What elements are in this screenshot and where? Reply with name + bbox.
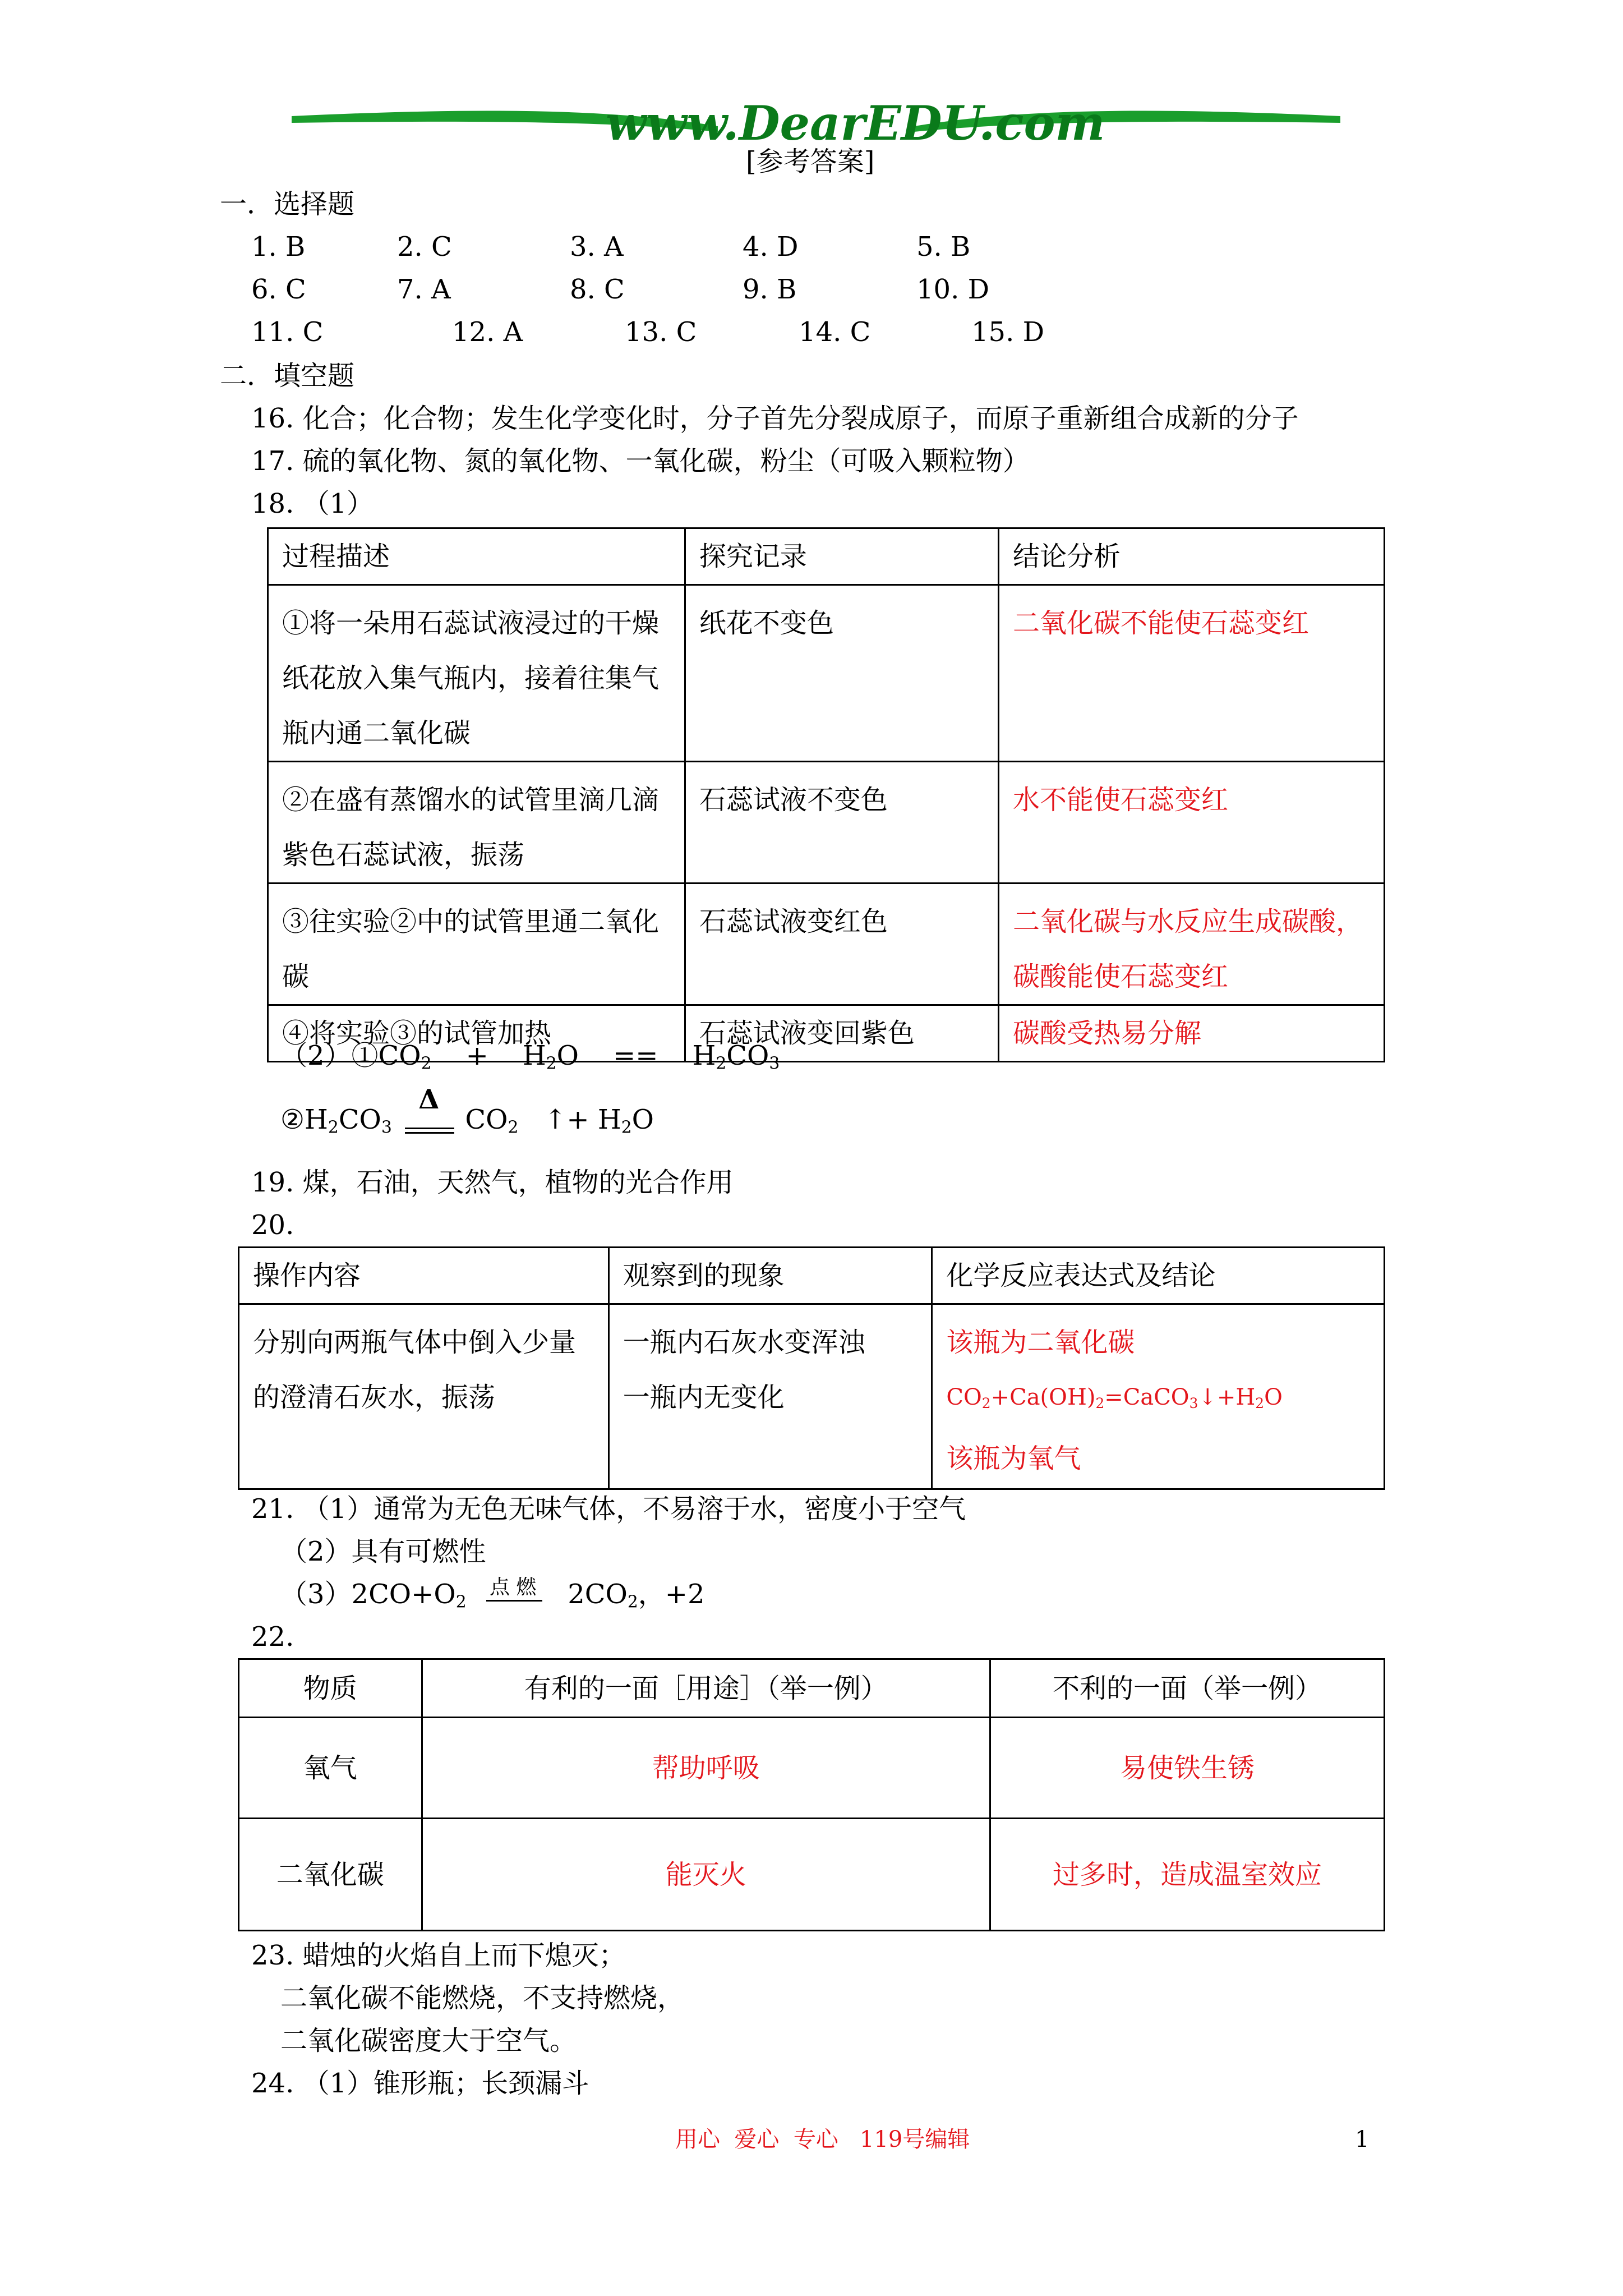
answer-item: 1. B [251,231,306,263]
table-cell: ①将一朵用石蕊试液浸过的干燥纸花放入集气瓶内，接着往集气瓶内通二氧化碳 [268,585,685,762]
answer-22-label: 22. [251,1621,294,1653]
formula-co2: $CO_2$ [465,1104,519,1138]
gas-arrow: ↑ [544,1104,567,1135]
table-header-cell: 过程描述 [268,528,685,585]
answer-item: 9. B [743,274,797,305]
table-cell: 石蕊试液变回紫色 [685,1005,998,1062]
page-title: [参考答案] [746,146,875,177]
answer-item: 10. D [916,274,990,305]
table-cell: 氧气 [239,1718,422,1819]
table-cell: ③往实验②中的试管里通二氧化碳 [268,884,685,1005]
table-header-cell: 探究记录 [685,528,998,585]
plus-water: + $H_2O$ [566,1104,654,1138]
formula-co2: $CO_2$ [378,1040,432,1074]
answer-item: 8. C [570,274,625,305]
ignite-label: 点 燃 [489,1576,537,1599]
observation-line: 一瓶内无变化 [623,1382,785,1413]
footer-text: 用心 爱心 专心 119号编辑 [675,2127,970,2152]
equation-label: （2）① [280,1040,379,1071]
table-cell: 过多时，造成温室效应 [990,1819,1385,1931]
table-cell: 石蕊试液不变色 [685,762,998,884]
table-header-row [268,528,1385,585]
conclusion-line: 该瓶为氧气 [946,1443,1081,1475]
answer-23-1: 23. 蜡烛的火焰自上而下熄灭； [251,1940,626,1971]
equation-18-1 [280,1039,780,1080]
answer-18-label: 18. （1） [251,488,374,519]
answer-item: 6. C [251,274,306,305]
site-logo: www.DearEDU.com [606,95,1105,151]
answer-item: 11. C [251,316,324,348]
formula-h2co3: $H_2CO_3$ [305,1104,392,1138]
table-cell: 二氧化碳与水反应生成碳酸，碳酸能使石蕊变红 [999,884,1385,1005]
heat-arrow [400,1084,457,1137]
table-header-cell: 结论分析 [999,528,1385,585]
table-cell: 二氧化碳 [239,1819,422,1931]
table-row [268,762,1385,884]
answer-item: 14. C [799,316,871,348]
answer-23-2: 二氧化碳不能燃烧，不支持燃烧， [280,1982,685,2014]
observation-line: 一瓶内石灰水变浑浊 [623,1327,865,1358]
table-cell: 纸花不变色 [685,585,998,762]
table-row [268,884,1385,1005]
answer-17: 17. 硫的氧化物、氮的氧化物、一氧化碳，粉尘（可吸入颗粒物） [251,445,1030,477]
formula-h2co3: $H_2CO_3$ [692,1040,780,1074]
page-number: 1 [1355,2127,1370,2152]
table-cell: 帮助呼吸 [422,1718,990,1819]
table-header-cell: 不利的一面（举一例） [990,1659,1385,1718]
answer-item: 5. B [916,231,971,263]
answer-item: 4. D [743,231,799,263]
answer-item: 3. A [570,231,624,263]
table-row [268,585,1385,762]
equals-sign: == [613,1040,658,1071]
conclusion-equation: $CO_2+Ca(OH)_2=CaCO_3↓+H_2O$ [946,1384,1283,1412]
experiment-table-18 [267,527,1385,1062]
section-heading-fill: 二．填空题 [220,360,355,392]
table-cell: ④将实验③的试管加热 [268,1005,685,1062]
answer-16: 16. 化合；化合物；发生化学变化时，分子首先分裂成原子，而原子重新组合成新的分子 [251,403,1299,434]
answer-21-1: 21. （1）通常为无色无味气体，不易溶于水，密度小于空气 [251,1493,966,1525]
table-cell: ②在盛有蒸馏水的试管里滴几滴紫色石蕊试液，振荡 [268,762,685,884]
plus-sign: + [465,1040,488,1071]
table-row [239,1304,1385,1489]
ignite-condition [475,1577,559,1611]
experiment-table-20 [238,1246,1385,1490]
table-cell: 碳酸受热易分解 [999,1005,1385,1062]
table-cell [932,1304,1385,1489]
table-header-cell: 操作内容 [239,1248,609,1304]
table-header-cell: 物质 [239,1659,422,1718]
table-cell: 易使铁生锈 [990,1718,1385,1819]
table-header-row [239,1248,1385,1304]
equation-label: ② [280,1104,305,1135]
answer-24: 24. （1）锥形瓶；长颈漏斗 [251,2068,589,2099]
answer-23-3: 二氧化碳密度大于空气。 [280,2025,577,2056]
table-cell: 石蕊试液变红色 [685,884,998,1005]
table-header-cell: 观察到的现象 [608,1248,932,1304]
answer-21-3: $(3)2CO+O_2$ 点 燃 $2CO_2$，+2 [280,1577,705,1619]
answer-19: 19. 煤，石油，天然气，植物的光合作用 [251,1167,734,1198]
answer-21-2: （2）具有可燃性 [280,1536,486,1567]
table-row [239,1819,1385,1931]
table-cell: 水不能使石蕊变红 [999,762,1385,884]
table-header-cell: 化学反应表达式及结论 [932,1248,1385,1304]
conclusion-line: 该瓶为二氧化碳 [946,1327,1135,1358]
section-heading-choice: 一．选择题 [220,188,355,220]
equation-18-2 [280,1084,654,1144]
table-cell [608,1304,932,1489]
table-header-cell: 有利的一面［用途］（举一例） [422,1659,990,1718]
answer-item: 15. D [971,316,1045,348]
answer-item: 12. A [452,316,523,348]
table-row [239,1718,1385,1819]
table-cell: 二氧化碳不能使石蕊变红 [999,585,1385,762]
table-cell: 能灭火 [422,1819,990,1931]
delta-symbol: Δ [418,1084,440,1115]
answer-item: 13. C [625,316,697,348]
table-header-row [239,1659,1385,1718]
table-cell: 分别向两瓶气体中倒入少量的澄清石灰水，振荡 [239,1304,609,1489]
usage-table-22 [238,1658,1385,1931]
answer-item: 7. A [397,274,451,305]
answer-20-label: 20. [251,1209,294,1241]
formula-h2o: $H_2O$ [522,1040,579,1074]
answer-item: 2. C [397,231,452,263]
